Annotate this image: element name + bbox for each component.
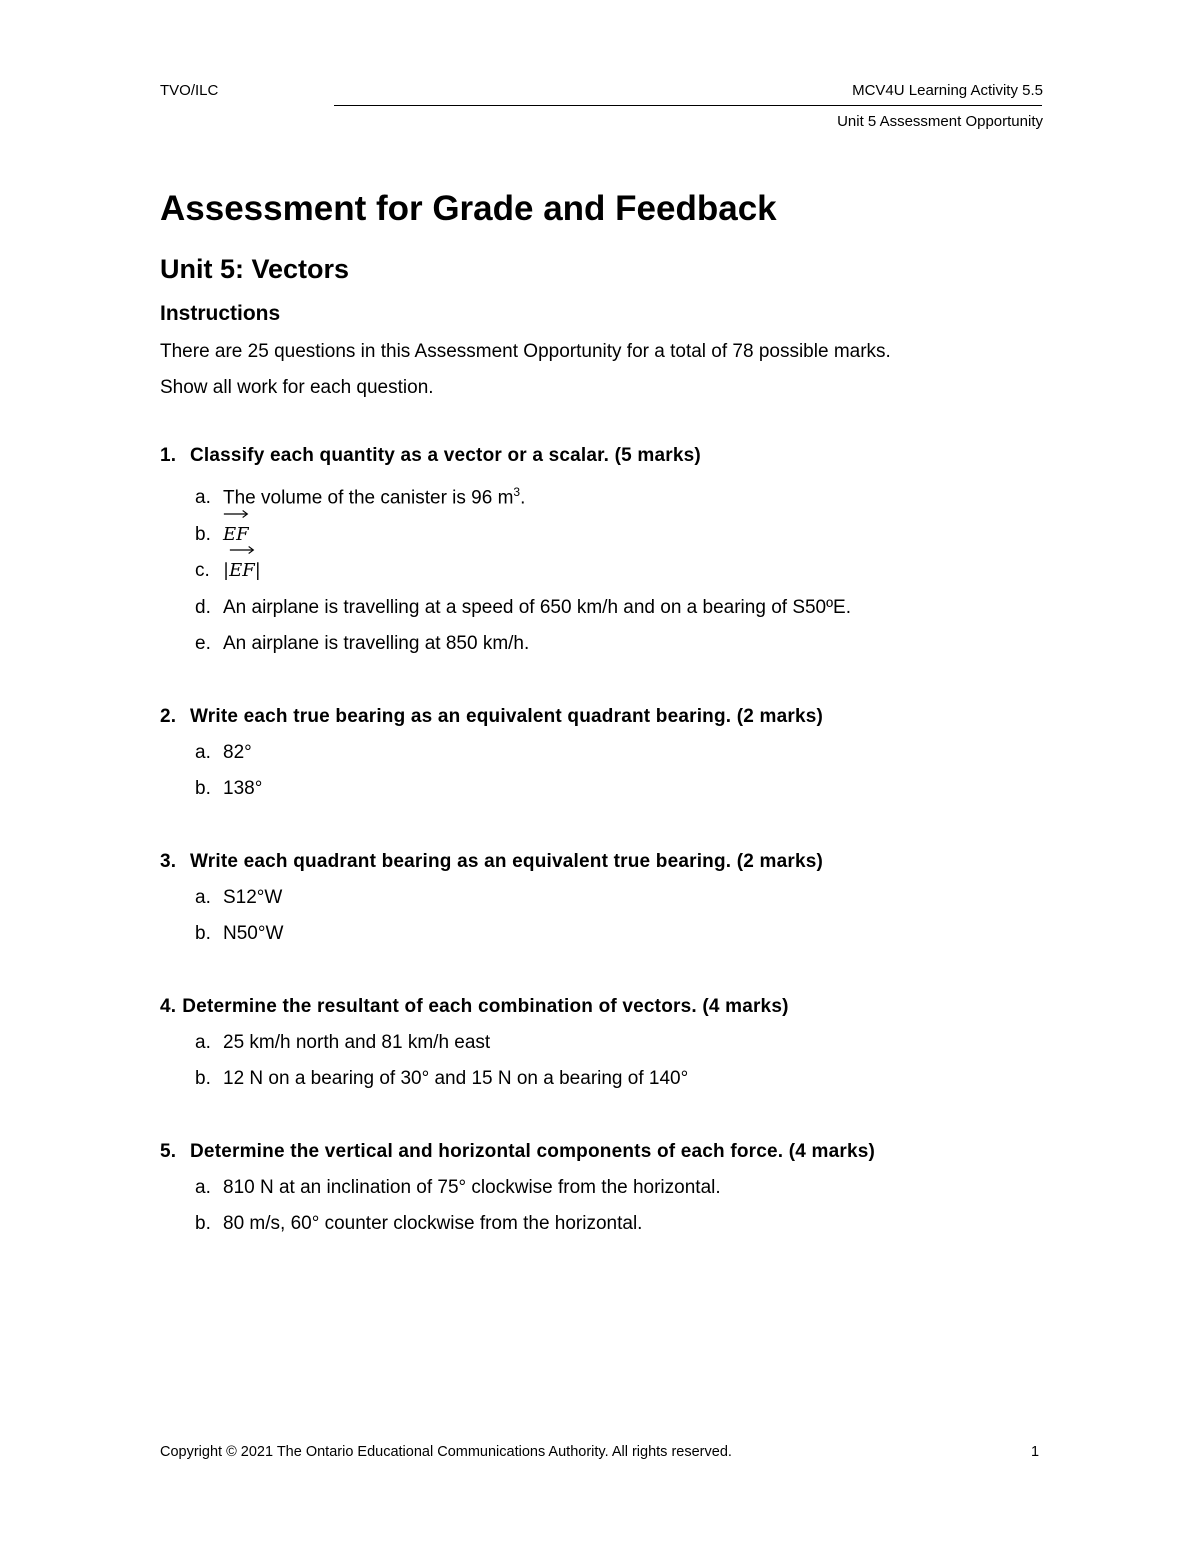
question-heading [160, 699, 1050, 735]
question-text: Write each true bearing as an equivalent quadrant bearing. (2 marks) [190, 705, 824, 727]
question-heading [160, 989, 1050, 1025]
header-activity: MCV4U Learning Activity 5.5 [852, 82, 1043, 99]
footer-page-number: 1 [1031, 1444, 1040, 1460]
list-item [160, 517, 1050, 554]
list-item [160, 771, 1050, 808]
item-label: a. [195, 886, 211, 908]
header-subtitle: Unit 5 Assessment Opportunity [837, 113, 1043, 130]
list-item [160, 880, 1050, 917]
item-text: An airplane is travelling at a speed of 650 km/h and on a bearing of S50ºE. [223, 596, 852, 618]
item-text: 25 km/h north and 81 km/h east [223, 1031, 491, 1053]
item-label: d. [195, 596, 211, 618]
item-label: b. [195, 523, 211, 545]
list-item [160, 1170, 1050, 1207]
instructions-line-2: Show all work for each question. [160, 377, 434, 398]
list-item [160, 1025, 1050, 1062]
header-org: TVO/ILC [160, 82, 219, 99]
item-label: e. [195, 633, 211, 655]
question-heading [160, 844, 1050, 880]
item-label: c. [195, 560, 210, 582]
vector-letters: EF [229, 560, 255, 582]
question-number: 3. [160, 850, 177, 872]
question-4 [160, 989, 1050, 1098]
item-text: N50°W [223, 923, 284, 945]
list-item [160, 1206, 1050, 1243]
vector-arrow-icon [223, 509, 249, 519]
item-text: 12 N on a bearing of 30° and 15 N on a bearing of 140° [223, 1068, 689, 1090]
question-text: Determine the resultant of each combination of vectors. (4 marks) [182, 995, 789, 1017]
vector-arrow-icon [229, 545, 255, 555]
question-2 [160, 699, 1050, 808]
main-content [160, 188, 1050, 1279]
abs-bar-left: | [223, 560, 230, 582]
list-item [160, 735, 1050, 772]
question-3 [160, 844, 1050, 953]
list-item [160, 916, 1050, 953]
page-title: Assessment for Grade and Feedback [160, 189, 777, 228]
question-text: Classify each quantity as a vector or a scalar. (5 marks) [190, 445, 701, 466]
item-superscript: 3 [513, 485, 521, 499]
question-number: 5. [160, 1140, 177, 1162]
question-number: 2. [160, 705, 177, 727]
instructions-heading: Instructions [160, 302, 281, 325]
vector-ef-magnitude [229, 553, 255, 590]
item-label: b. [195, 1213, 211, 1235]
question-1 [160, 438, 1050, 663]
instructions-body [160, 334, 1050, 406]
header-rule [334, 105, 1042, 106]
item-label: b. [195, 923, 211, 945]
item-text: 138° [223, 778, 263, 800]
unit-heading: Unit 5: Vectors [160, 254, 350, 284]
instructions-line-1: There are 25 questions in this Assessment Opportunity for a total of 78 possible marks. [160, 341, 891, 362]
list-item [160, 553, 1050, 590]
item-label: b. [195, 778, 211, 800]
list-item [160, 474, 1050, 517]
item-label: a. [195, 1031, 211, 1053]
item-label: a. [195, 741, 211, 763]
item-label: a. [195, 487, 211, 509]
question-text: Determine the vertical and horizontal components of each force. (4 marks) [190, 1140, 876, 1162]
item-label: a. [195, 1176, 211, 1198]
question-number: 4. [160, 995, 177, 1017]
abs-bar-right: | [254, 560, 261, 582]
list-item [160, 1061, 1050, 1098]
vector-letters: EF [223, 523, 249, 545]
item-text: 82° [223, 741, 252, 763]
question-heading [160, 1134, 1050, 1170]
item-text: 810 N at an inclination of 75° clockwise from the horizontal. [223, 1176, 721, 1198]
list-item [160, 626, 1050, 663]
item-text: S12°W [223, 886, 283, 908]
footer-copyright: Copyright © 2021 The Ontario Educational Communications Authority. All rights reserved. [160, 1444, 732, 1460]
item-label: b. [195, 1068, 211, 1090]
item-text: An airplane is travelling at 850 km/h. [223, 633, 530, 655]
question-5 [160, 1134, 1050, 1243]
question-text: Write each quadrant bearing as an equivalent true bearing. (2 marks) [190, 850, 824, 872]
item-text: 80 m/s, 60° counter clockwise from the horizontal. [223, 1213, 643, 1235]
question-heading [160, 438, 1050, 474]
item-text: The volume of the canister is 96 m [223, 487, 514, 509]
list-item [160, 590, 1050, 627]
item-text-end: . [520, 487, 526, 509]
question-number: 1. [160, 445, 177, 466]
